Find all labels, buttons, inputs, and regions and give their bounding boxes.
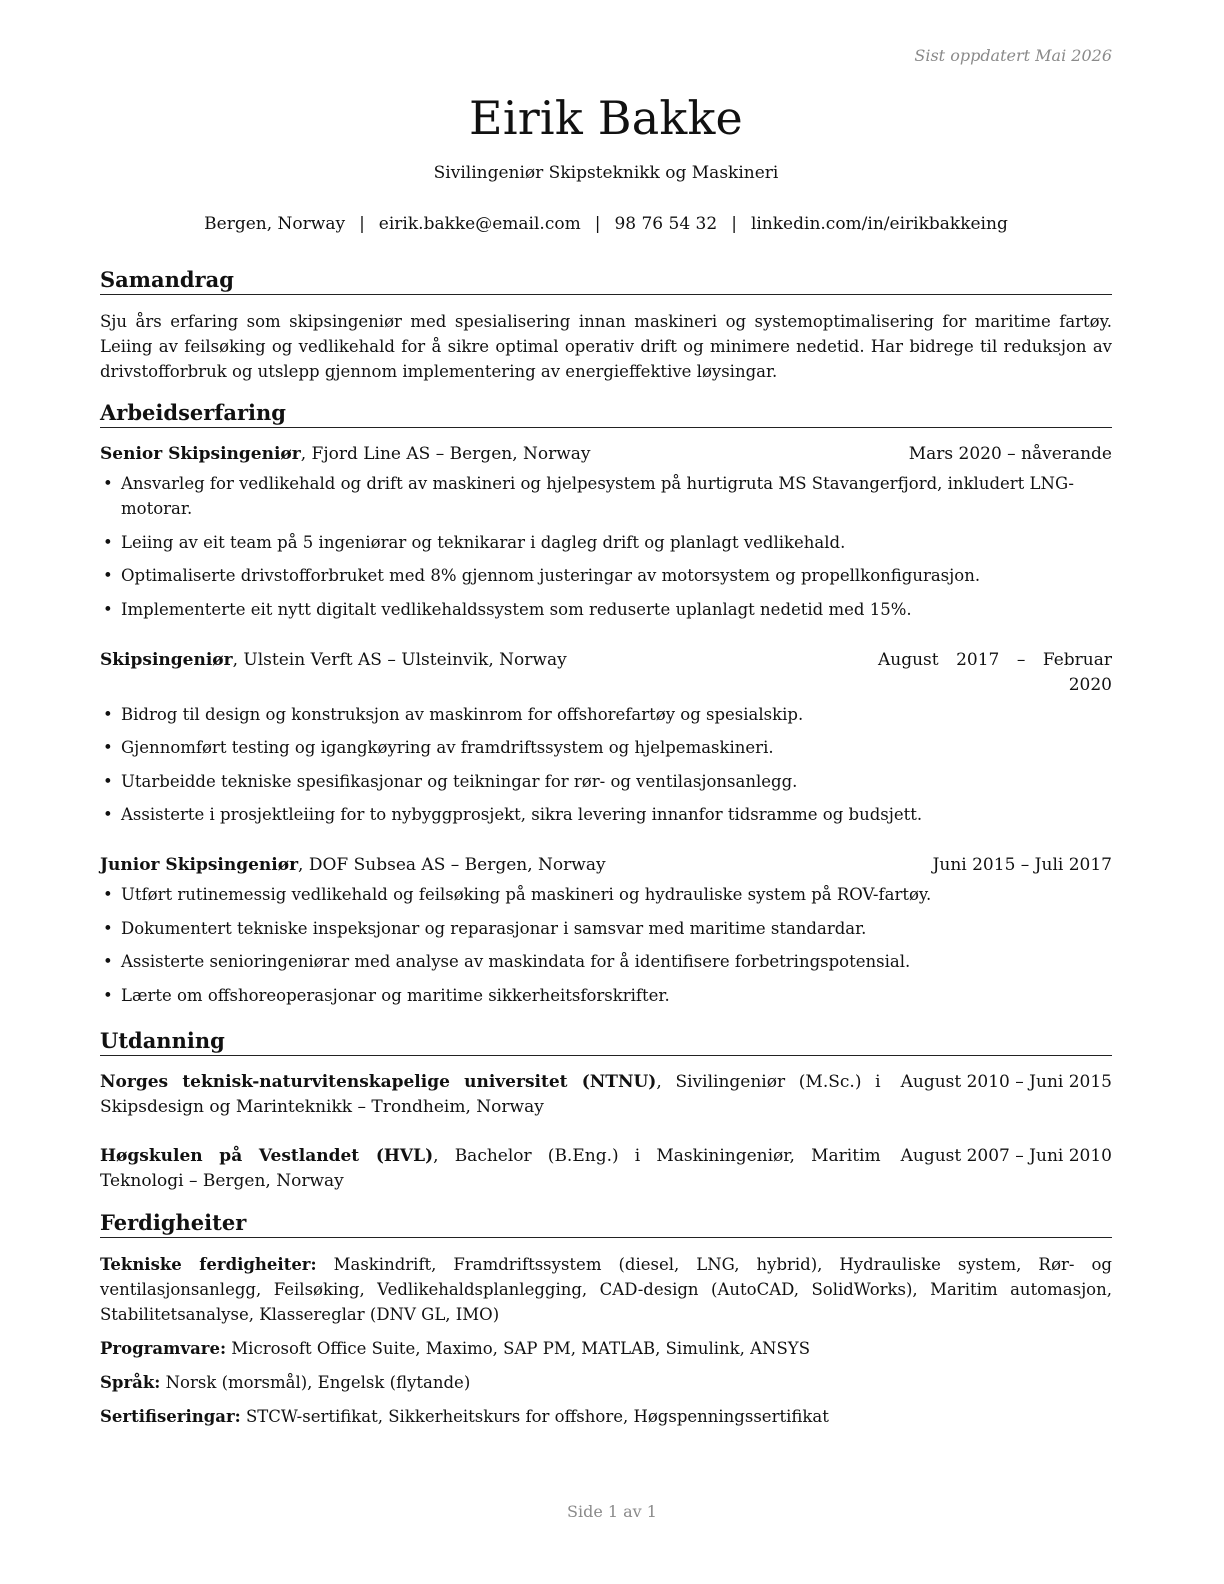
- job-bullets: [100, 471, 1112, 622]
- education-section: [100, 1028, 1112, 1194]
- education-school: Norges teknisk-naturvitenskapelige universitet (NTNU): [100, 1071, 657, 1092]
- job-entry: [100, 442, 1112, 622]
- skills-label: Tekniske ferdigheiter:: [100, 1254, 317, 1274]
- education-detail: , Sivilingeniør (M.Sc.) i Skipsdesign og Marinteknikk – Trondheim, Norway: [100, 1071, 881, 1117]
- skills-value: STCW-sertifikat, Sikkerheitskurs for offshore, Høgspenningssertifikat: [240, 1406, 829, 1426]
- page-number: Side 1 av 1: [567, 1502, 657, 1521]
- bullet-item: • Assisterte i prosjektleiing for to nybyggprosjekt, sikra levering innanfor tidsramme og budsjett.: [100, 802, 1112, 827]
- candidate-title: Sivilingeniør Skipsteknikk og Maskineri: [433, 163, 779, 183]
- education-entry: [100, 1144, 1112, 1194]
- job-entry: [100, 648, 1112, 828]
- skills-label: Sertifiseringar:: [100, 1406, 241, 1426]
- bullet-item: • Utført rutinemessig vedlikehald og feilsøking på maskineri og hydrauliske system på ROV-fartøy.: [100, 882, 1112, 907]
- job-role: Senior Skipsingeniør: [100, 444, 301, 464]
- bullet-icon: •: [103, 952, 113, 971]
- bullet-item: • Implementerte eit nytt digitalt vedlikehaldssystem som reduserte uplanlagt nedetid med 15%.: [100, 597, 1112, 622]
- candidate-name: Eirik Bakke: [469, 91, 743, 145]
- job-company: , Fjord Line AS – Bergen, Norway: [300, 444, 591, 464]
- experience-section: [100, 400, 1112, 1008]
- job-role: Junior Skipsingeniør: [100, 855, 299, 875]
- job-company: , DOF Subsea AS – Bergen, Norway: [298, 855, 606, 875]
- section-heading-skills: Ferdigheiter: [100, 1210, 1112, 1238]
- job-header: [100, 853, 1112, 878]
- bullet-item: • Lærte om offshoreoperasjonar og maritime sikkerheitsforskrifter.: [100, 983, 1112, 1008]
- bullet-item: • Leiing av eit team på 5 ingeniørar og teknikarar i dagleg drift og planlagt vedlikehald.: [100, 530, 1112, 555]
- contact-separator: |: [731, 214, 737, 234]
- education-dates: August 2007 – Juni 2010: [900, 1145, 1112, 1166]
- job-dates: Mars 2020 – nåverande: [908, 444, 1112, 464]
- bullet-icon: •: [103, 704, 113, 724]
- bullet-icon: •: [103, 532, 113, 552]
- skills-value: Maskindrift, Framdriftssystem (diesel, LNG, hybrid), Hydrauliske system, Rør- og ventilasjonsanlegg, Feilsøking, Vedlikehaldsplanlegging, CAD-design (AutoCAD, SolidWorks), Maritim automasjon, Stabilitetsanalyse, Klassereglar (DNV GL, IMO): [100, 1254, 1112, 1324]
- job-dates: August 2017 – Februar 2020: [878, 649, 1112, 695]
- bullet-item: • Assisterte senioringeniørar med analyse av maskindata for å identifisere forbetringspotensial.: [100, 949, 1112, 974]
- bullet-item: • Optimaliserte drivstofforbruket med 8% gjennom justeringar av motorsystem og propellkonfigurasjon.: [100, 563, 1112, 588]
- bullet-icon: •: [103, 738, 113, 757]
- bullet-item: • Gjennomført testing og igangkøyring av framdriftssystem og hjelpemaskineri.: [100, 735, 1112, 760]
- last-updated: Sist oppdatert Mai 2026: [914, 46, 1112, 65]
- bullet-icon: •: [103, 885, 113, 904]
- bullet-icon: •: [103, 474, 113, 493]
- contact-email[interactable]: eirik.bakke@email.com: [378, 214, 581, 234]
- bullet-icon: •: [103, 805, 113, 824]
- skills-row: [100, 1404, 1112, 1429]
- job-entry: [100, 853, 1112, 1008]
- summary-text: Sju års erfaring som skipsingeniør med spesialisering innan maskineri og systemoptimalisering for maritime fartøy. Leiing av feilsøking og vedlikehald for å sikre optimal operativ drift og minimere nedetid. Har bidrege til reduksjon av drivstofforbruk og utslepp gjennom implementering av energieffektive løysingar.: [100, 312, 1112, 381]
- bullet-icon: •: [103, 771, 113, 791]
- bullet-icon: •: [103, 566, 113, 585]
- skills-row: [100, 1370, 1112, 1395]
- education-entry: [100, 1070, 1112, 1120]
- contact-linkedin[interactable]: linkedin.com/in/eirikbakkeing: [750, 214, 1008, 234]
- contact-separator: |: [359, 214, 365, 234]
- skills-label: Språk:: [100, 1372, 161, 1392]
- job-role: Skipsingeniør: [100, 649, 233, 670]
- skills-row: [100, 1252, 1112, 1327]
- contact-phone: 98 76 54 32: [614, 214, 718, 234]
- section-heading-education: Utdanning: [100, 1028, 1112, 1056]
- bullet-icon: •: [103, 918, 113, 938]
- skills-value: Microsoft Office Suite, Maximo, SAP PM, MATLAB, Simulink, ANSYS: [226, 1338, 810, 1358]
- bullet-item: • Ansvarleg for vedlikehald og drift av maskineri og hjelpesystem på hurtigruta MS Stavangerfjord, inkludert LNG-motorar.: [100, 471, 1112, 521]
- section-heading-summary: Samandrag: [100, 267, 1112, 295]
- contact-separator: |: [594, 214, 601, 234]
- skills-row: [100, 1336, 1112, 1361]
- bullet-icon: •: [103, 985, 113, 1005]
- summary-section: [100, 267, 1112, 384]
- job-bullets: [100, 702, 1112, 828]
- job-dates: Juni 2015 – Juli 2017: [932, 855, 1112, 875]
- contact-line: [100, 213, 1112, 235]
- job-header: [100, 648, 1112, 698]
- skills-section: [100, 1210, 1112, 1429]
- job-bullets: [100, 882, 1112, 1008]
- job-header: [100, 442, 1112, 467]
- job-company: , Ulstein Verft AS – Ulsteinvik, Norway: [232, 649, 567, 670]
- bullet-icon: •: [103, 599, 113, 619]
- bullet-item: • Utarbeidde tekniske spesifikasjonar og teikningar for rør- og ventilasjonsanlegg.: [100, 769, 1112, 794]
- education-dates: August 2010 – Juni 2015: [900, 1071, 1112, 1092]
- bullet-item: • Bidrog til design og konstruksjon av maskinrom for offshorefartøy og spesialskip.: [100, 702, 1112, 727]
- section-heading-experience: Arbeidserfaring: [100, 400, 1112, 428]
- contact-location: Bergen, Norway: [204, 214, 346, 234]
- skills-label: Programvare:: [100, 1338, 227, 1358]
- skills-value: Norsk (morsmål), Engelsk (flytande): [160, 1372, 471, 1392]
- bullet-item: • Dokumentert tekniske inspeksjonar og reparasjonar i samsvar med maritime standardar.: [100, 916, 1112, 941]
- education-detail: , Bachelor (B.Eng.) i Maskiningeniør, Maritim Teknologi – Bergen, Norway: [100, 1145, 881, 1191]
- education-school: Høgskulen på Vestlandet (HVL): [100, 1145, 434, 1166]
